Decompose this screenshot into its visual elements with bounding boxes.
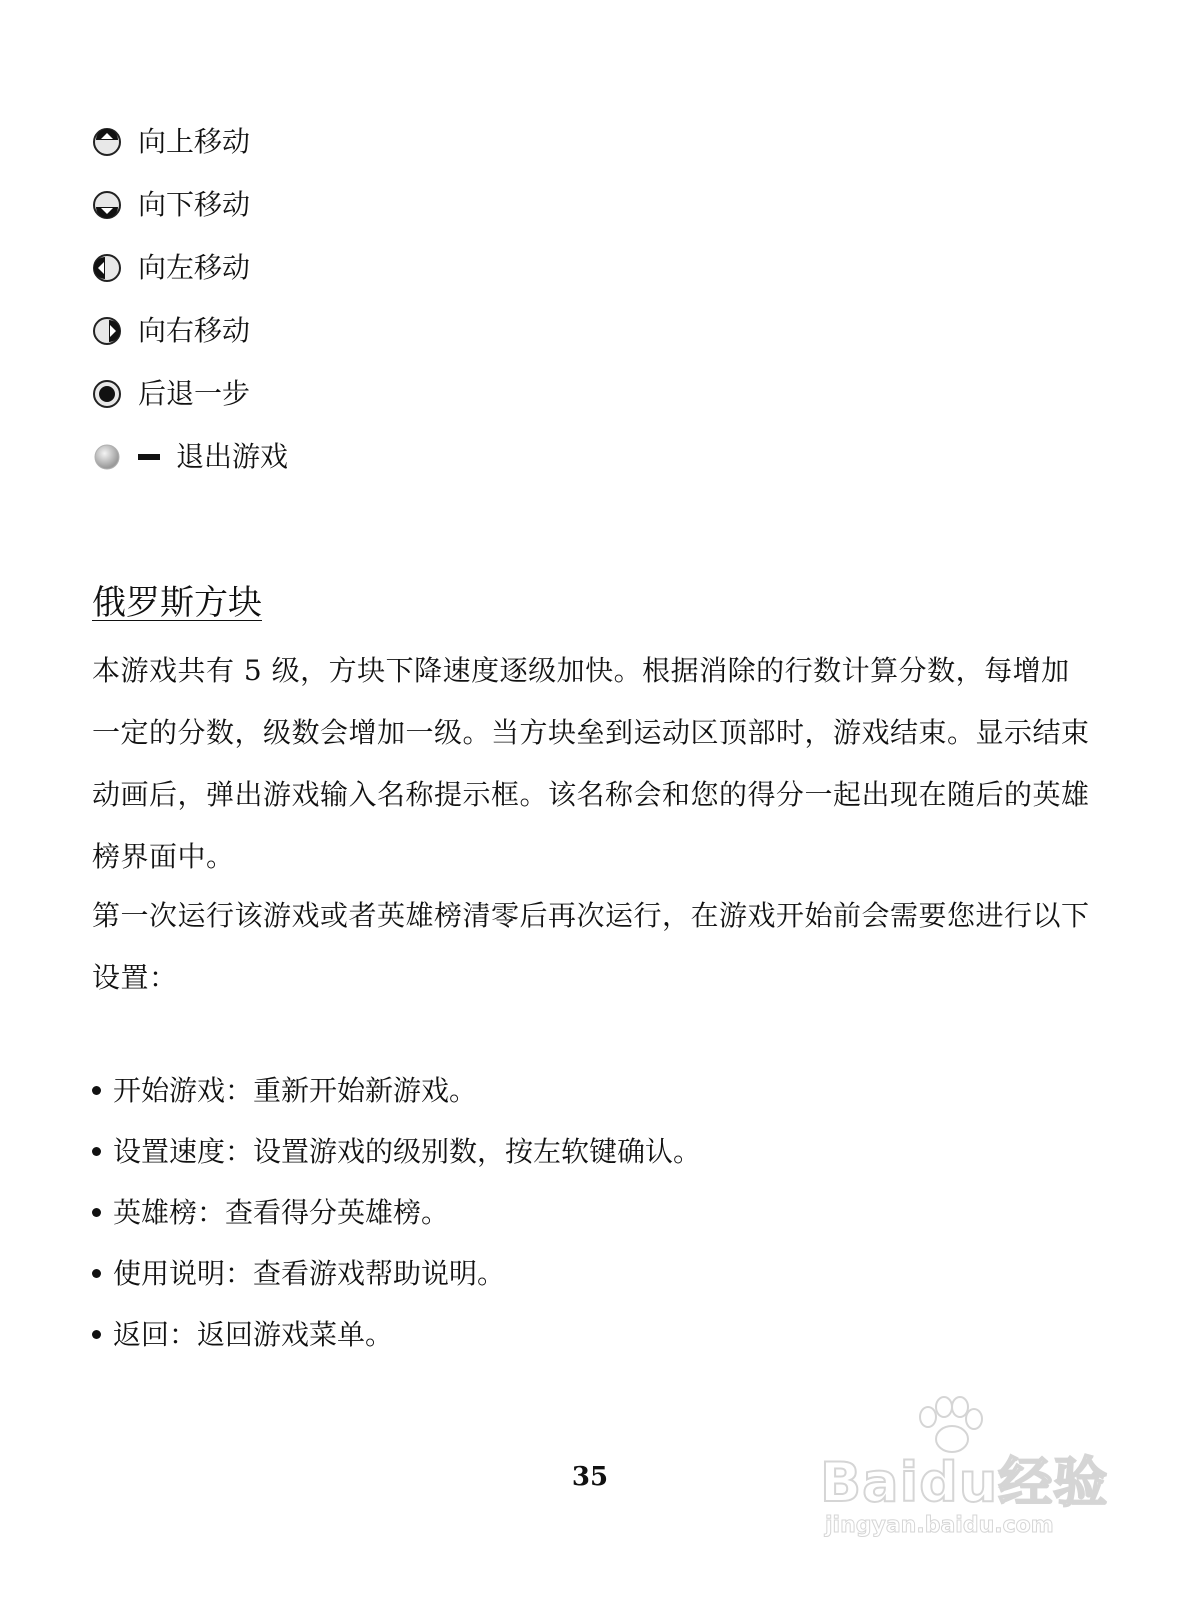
watermark-brand: Baidu经验: [820, 1451, 1109, 1514]
list-item: [90, 1182, 701, 1243]
watermark-url: jingyan.baidu.com: [825, 1513, 1054, 1538]
minus-icon: [138, 454, 160, 460]
key-row-exit: [92, 425, 692, 488]
page-number: 35: [571, 1462, 609, 1492]
dpad-left-icon: [92, 253, 122, 283]
dpad-up-icon: [92, 127, 122, 157]
key-row-up: [92, 110, 692, 173]
list-item: [90, 1243, 701, 1304]
bullet-icon: [92, 1208, 101, 1217]
list-item: [90, 1304, 701, 1365]
baidu-watermark: [820, 1395, 1120, 1545]
dpad-right-icon: [92, 316, 122, 346]
key-label-back: 后退一步: [138, 376, 251, 410]
list-item: [90, 1121, 701, 1182]
dpad-center-icon: [92, 379, 122, 409]
section-paragraph-1: 本游戏共有 5 级，方块下降速度逐级加快。根据消除的行数计算分数，每增加一定的分数，级数会增加一级。当方块垒到运动区顶部时，游戏结束。显示结束动画后，弹出游戏输入名称提示框。该名称会和您的得分一起出现在随后的英雄榜界面中。: [92, 654, 1090, 873]
section-paragraph-2: 第一次运行该游戏或者英雄榜清零后再次运行，在游戏开始前会需要您进行以下设置：: [92, 899, 1090, 994]
key-label-left: 向左移动: [138, 250, 251, 284]
key-label-exit: 退出游戏: [176, 439, 289, 473]
key-label-down: 向下移动: [138, 187, 251, 221]
list-item-text: 开始游戏：重新开始新游戏。: [113, 1073, 478, 1107]
list-item-text: 设置速度：设置游戏的级别数，按左软键确认。: [113, 1134, 702, 1168]
key-row-left: [92, 236, 692, 299]
key-row-right: [92, 299, 692, 362]
key-label-up: 向上移动: [138, 124, 251, 158]
key-row-down: [92, 173, 692, 236]
list-item: [90, 1060, 701, 1121]
list-item-text: 返回：返回游戏菜单。: [113, 1317, 394, 1351]
dpad-down-icon: [92, 190, 122, 220]
bullet-icon: [92, 1269, 101, 1278]
list-item-text: 英雄榜：查看得分英雄榜。: [113, 1195, 450, 1229]
key-row-back: [92, 362, 692, 425]
bullet-icon: [92, 1330, 101, 1339]
settings-bullet-list: [90, 1060, 701, 1365]
key-legend: [92, 110, 692, 488]
bullet-icon: [92, 1147, 101, 1156]
end-key-icon: [92, 442, 122, 472]
list-item-text: 使用说明：查看游戏帮助说明。: [113, 1256, 506, 1290]
section-title: 俄罗斯方块: [92, 583, 262, 623]
bullet-icon: [92, 1086, 101, 1095]
key-label-right: 向右移动: [138, 313, 251, 347]
